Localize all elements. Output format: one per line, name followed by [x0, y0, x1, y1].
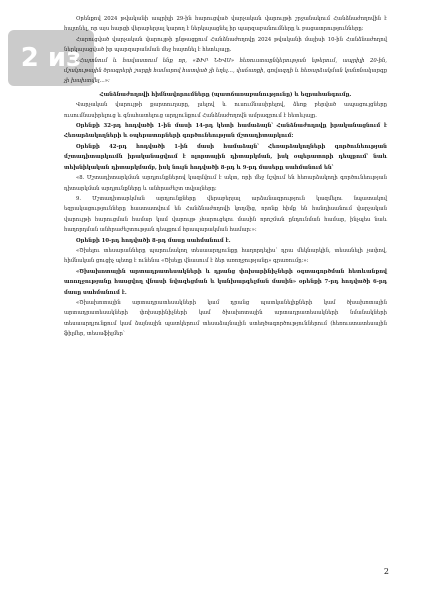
paragraph	[64, 142, 387, 173]
page-counter-badge: 2 из 5	[8, 30, 94, 86]
paragraph: Օրենքով 2024 թվականի ապրիլի 29-ին հարուցված վարչական վարույթի շրջանակում Հանձնաժողովին է հայտնել, որ այս հարցի վերաբերյալ կարող է ներկայացնել իր պարզաբանումները և բացատրությունները:	[64, 16, 387, 33]
law-reference: Օրենքի 42-րդ հոդվածի 1-ին մասի համաձայն՝ Հեռարձակողների գործունեության մշտադիտարկումն իրականացվում է ոլորտային դիտարկման, իսկ օպերատորի դեպքում՝ նաև տեխնիկական դիտարկմամբ, իսկ նույն հոդվածի 8-րդ և 9-րդ մասերը սահմանում են՝	[64, 143, 387, 171]
paragraph: «8. Մշտադիտարկման արդյունքներով կազմվում է ակտ, որի մեջ նշվում են հեռարձակողի գործունեության դիտարկման արդյունքները և անհրաժեշտ տվյալները:	[64, 175, 387, 192]
law-reference: Օրենքի 32-րդ հոդվածի 1-ին մասի 14-րդ կետի համաձայն՝ Հանձնաժողովը իրականացնում է Հեռարձակողների և օպերատորների գործունեության մշտադիտարկում:	[64, 123, 387, 140]
law-reference-paragraph: «Ծխախոտային արտադրատեսակների և դրանց փոխարինիչների օգտագործման հետևանքով առողջությանը հասցվող վնասի նվազեցման և կանխարգելման մասին» օրենքի 7-րդ հոդվածի 6-րդ մասը սահմանում է.	[64, 268, 387, 296]
paragraph: «Ծխախոտային արտադրատեսակների կամ դրանց պատկանելիքների կամ ծխախոտային արտադրատեսակների փոխարինիչների կամ ծխախոտային արտադրատեսակների նմանակների տեսաարդյունքում կամ ձայնային պատկերում տեսաձայնային ստեղծագործություններում (հեռուստատեսային ֆիլմեր, տեսաֆիլմեր՝	[64, 299, 387, 338]
quoted-paragraph: «Հայտնում և հավաստում ենք որ, «ՖԻՐ ՆԵՎՍ» հեռուստաընկերության եթերում, ապրիլի 20-ին, մշակութային ծրագրերի շարքի համարով հատված չի եղել…, վաճառքի, գովազդի և հեռարձակման կանոնակարգը չի խախտվել…»:	[64, 57, 387, 85]
page-number: 2	[383, 567, 389, 576]
paragraph: «Ծխելու տեսարանները պարունակող տեսաարդյունքը հաղորդելիս՝ դրա մեկնարկին, տեսանելի չափով, հիմնական ցուցիչ պետք է ունենա «Ծխելը վնասում է ձեր առողջությանը» գրառումը:»:	[64, 247, 387, 265]
law-reference: Օրենքի 10-րդ հոդվածի 8-րդ մասը սահմանում է.	[76, 237, 231, 244]
section-heading: Հանձնաժողովի հիմնավորումները (պատճառաբանությունը) և եզրահանգումը.	[99, 91, 352, 98]
paragraph: 9. Մշտադիտարկման արդյունքները վերաբերյալ արձանագրություն կազմելու նպատակով եզրակացությունները հաստատվում են Հանձնաժողովի կողմից, որոնք հիմք են հանդիսանում վարչական վարույթի հարուցման համար կամ վարույթ չհարուցելու մասին որոշման ընդունման համար, ինչպես նաև հաղորդման անհրաժեշտության դեպքում հրապարակման համար:»:	[64, 195, 387, 234]
paragraph: Հարուցված վարչական վարույթի ընթացքում Հանձնաժողովը 2024 թվականի մայիսի 10-ին Հանձնաժողով ներկայացված իր պարզաբանման մեջ հայտնել է հետևյալը.	[64, 36, 387, 54]
paragraph	[64, 236, 387, 246]
paragraph: Վարչական վարույթի քարտուղարը, լսելով և ուսումնասիրելով, ձեռք բերված ապացույցները ուսումնասիրելուց և գնահատելուց արդյունքում Հանձնաժողովն ամրագրում է հետևյալը.	[64, 102, 387, 119]
